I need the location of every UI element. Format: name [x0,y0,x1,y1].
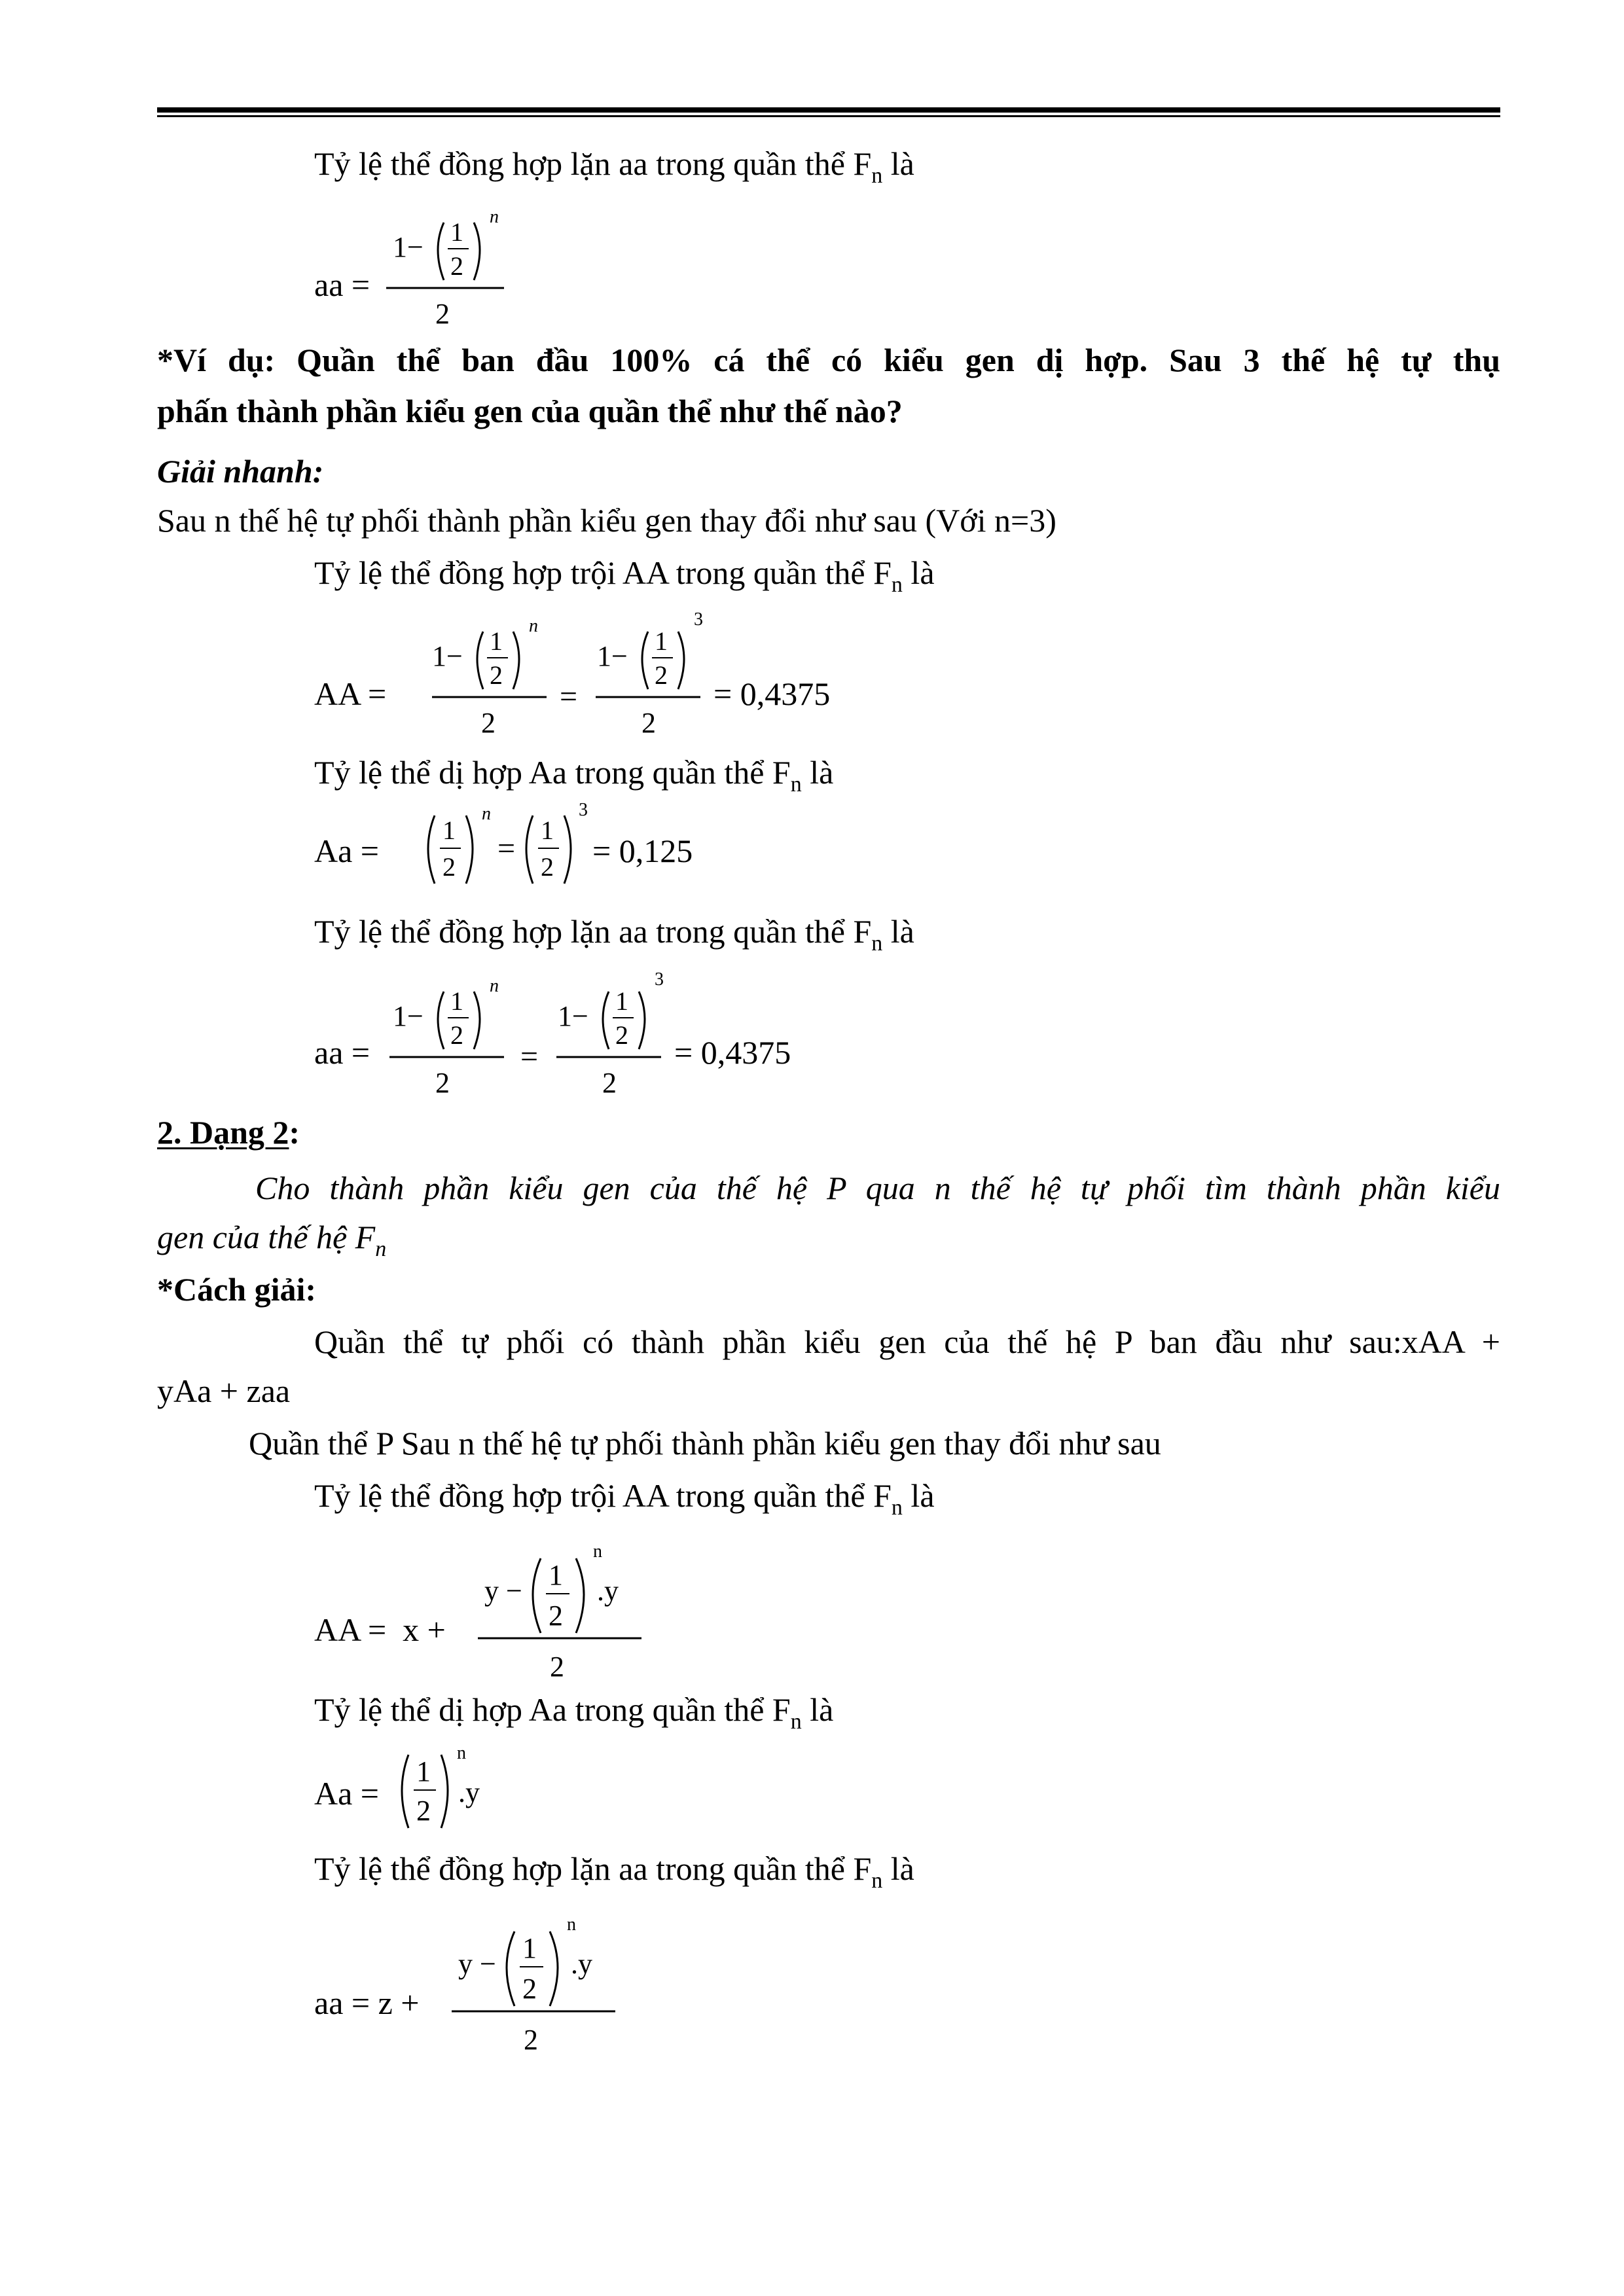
svg-text:y −: y − [458,1948,496,1980]
dominant-title-general: Tỷ lệ thể đồng hợp trội AA trong quần thể $F_n$ là [314,1477,935,1520]
svg-text:2: 2 [522,1973,537,2005]
svg-text:1: 1 [490,626,503,656]
aa-example-result: = 0,4375 [674,1034,791,1071]
example-question-line2: phấn thành phần kiểu gen của quần thể như thế nào? [157,393,903,429]
svg-text:3: 3 [579,800,588,820]
svg-text:2: 2 [602,1067,617,1099]
svg-text:n: n [490,207,499,227]
section2-heading: 2. Dạng 2: [157,1114,300,1151]
svg-text:3: 3 [694,609,703,630]
svg-text:1: 1 [450,986,463,1016]
svg-text:1−: 1− [432,640,463,672]
svg-text:1: 1 [416,1755,431,1787]
header-rule-bottom [157,115,1500,117]
svg-text:2: 2 [416,1795,431,1827]
AA-example-result: = 0,4375 [713,675,831,712]
svg-text:2: 2 [541,852,554,882]
svg-text:2: 2 [641,707,656,739]
aa-general-formula-1 [380,196,537,334]
Aa-example-result: = 0,125 [592,833,693,869]
svg-text:n: n [529,616,538,636]
svg-text:1−: 1− [558,1000,588,1032]
svg-text:1−: 1− [597,640,628,672]
method-line2: yAa + zaa [157,1372,291,1409]
svg-text:2: 2 [481,707,496,739]
quick-solution-label: Giải nhanh: [157,453,324,490]
svg-text:n: n [482,804,491,824]
svg-text:3: 3 [655,969,664,990]
svg-text:.y: .y [571,1948,592,1980]
AA-formula-lhs-example: AA = [314,675,387,712]
svg-text:n: n [457,1743,466,1763]
svg-text:1: 1 [522,1932,537,1964]
recessive-title-example: Tỷ lệ thể đồng hợp lặn aa trong quần thể $F_n$ là [314,913,914,956]
aa-general-lhs: aa = z + [314,1984,420,2021]
example-intro: Sau n thế hệ tự phối thành phần kiểu gen thay đổi như sau (Với n=3) [157,502,1056,539]
svg-text:n: n [567,1914,576,1935]
svg-text:1: 1 [541,816,554,845]
svg-text:1: 1 [615,986,628,1016]
svg-text:2: 2 [524,2024,538,2056]
header-rule-top [157,107,1500,113]
recessive-title-general: Tỷ lệ thể đồng hợp lặn aa trong quần thể $F_n$ là [314,1850,914,1893]
svg-text:n: n [490,976,499,996]
svg-text:1: 1 [442,816,456,845]
AA-general-formula [478,1535,674,1685]
svg-text:=: = [497,831,516,866]
svg-text:=: = [520,1039,539,1074]
svg-text:1: 1 [450,217,463,247]
svg-text:.y: .y [458,1776,480,1808]
method-line1: Quần thể tự phối có thành phần kiểu gen của thế hệ P ban đầu như sau:xAA + [314,1323,1500,1360]
aa-general-formula [452,1908,648,2058]
svg-text:2: 2 [549,1600,563,1632]
svg-text:=: = [560,679,578,714]
svg-text:2: 2 [550,1651,564,1683]
after-line: Quần thể P Sau n thế hệ tự phối thành phần kiểu gen thay đổi như sau [249,1425,1161,1462]
section2-desc-line1: Cho thành phần kiểu gen của thế hệ P qua n thế hệ tự phối tìm thành phần kiểu [255,1170,1500,1206]
Aa-general-formula [393,1744,524,1842]
svg-text:y −: y − [484,1575,522,1607]
svg-text:n: n [593,1541,602,1562]
example-question-line1: *Ví dụ: Quần thể ban đầu 100% cá thể có kiểu gen dị hợp. Sau 3 thế hệ tự thụ [157,342,1500,378]
svg-text:2: 2 [490,660,503,690]
section2-desc-line2: gen của thế hệ $F_n$ [157,1219,387,1261]
Aa-formula-lhs-example: Aa = [314,833,379,869]
hetero-title-general: Tỷ lệ thể dị hợp Aa trong quần thể $F_n$ là [314,1691,834,1734]
svg-text:1: 1 [655,626,668,656]
svg-text:1: 1 [549,1559,563,1591]
AA-general-lhs: AA = x + [314,1611,446,1648]
aa-formula-lhs-1: aa = [314,266,370,303]
svg-text:1−: 1− [393,1000,424,1032]
svg-text:2: 2 [450,1020,463,1050]
svg-text:2: 2 [450,251,463,281]
svg-text:2: 2 [435,1067,450,1099]
hetero-title-example: Tỷ lệ thể dị hợp Aa trong quần thể $F_n$ là [314,754,834,797]
aa-formula-lhs-example: aa = [314,1034,370,1071]
svg-text:2: 2 [435,298,450,330]
dominant-title-example: Tỷ lệ thể đồng hợp trội AA trong quần thể $F_n$ là [314,554,935,597]
recessive-title-1: Tỷ lệ thể đồng hợp lặn aa trong quần thể $F_n$ là [314,145,914,188]
svg-text:2: 2 [615,1020,628,1050]
svg-text:2: 2 [442,852,456,882]
svg-text:2: 2 [655,660,668,690]
method-label: *Cách giải: [157,1271,317,1308]
svg-text:.y: .y [597,1575,619,1607]
Aa-general-lhs: Aa = [314,1775,379,1812]
svg-text:1−: 1− [393,231,424,263]
